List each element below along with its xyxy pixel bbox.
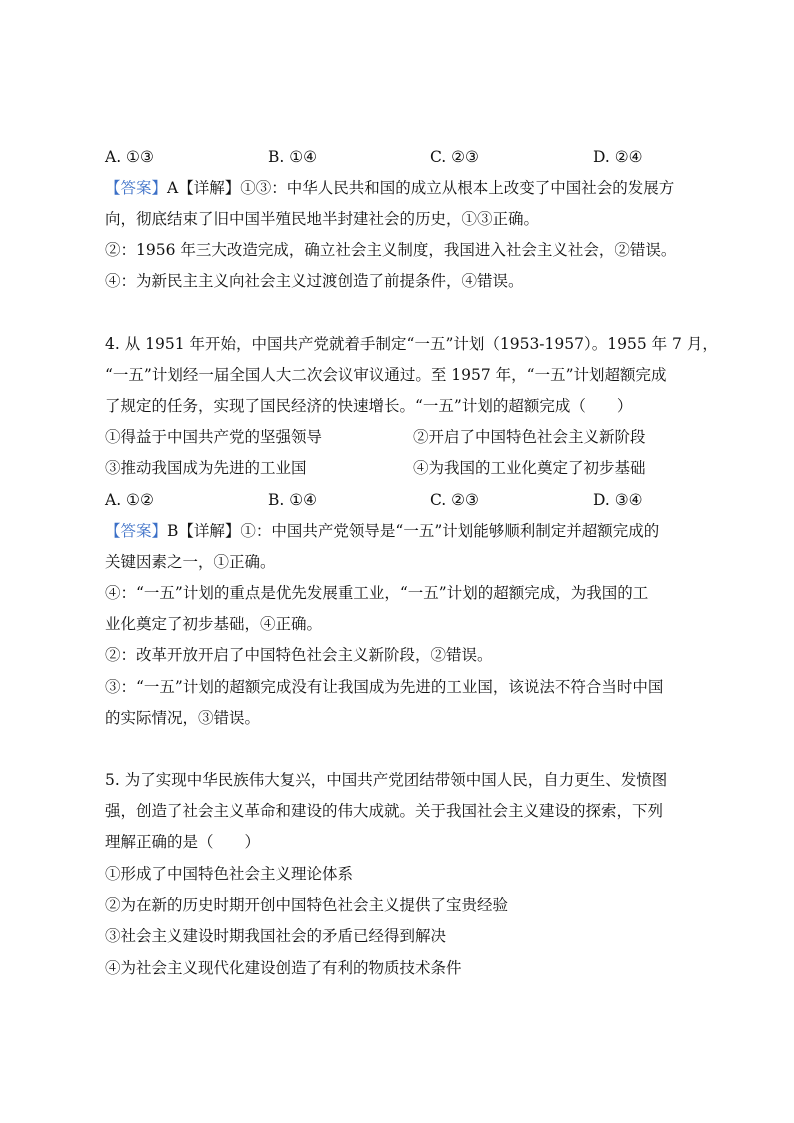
q4-analysis-line: 的实际情况，③错误。 (105, 709, 261, 727)
q4-statement-2: ②开启了中国特色社会主义新阶段 (413, 428, 646, 446)
q4-analysis-line: ④：“一五”计划的重点是优先发展重工业，“一五”计划的超额完成，为我国的工 (105, 584, 649, 602)
q5-stem-line: 强，创造了社会主义革命和建设的伟大成就。关于我国社会主义建设的探索，下列 (105, 802, 664, 820)
q3-analysis-line: ②：1956 年三大改造完成，确立社会主义制度，我国进入社会主义社会，②错误。 (105, 241, 677, 259)
q3-analysis-line: ④：为新民主主义向社会主义过渡创造了前提条件，④错误。 (105, 272, 524, 290)
q3-option-c: C. ②③ (430, 148, 479, 166)
q3-option-d: D. ②④ (593, 148, 643, 166)
q3-analysis-line: 向，彻底结束了旧中国半殖民地半封建社会的历史，①③正确。 (105, 210, 540, 228)
q4-stem-line: “一五”计划经一届全国人大二次会议审议通过。至 1957 年，“一五”计划超额完成 (105, 366, 667, 384)
q5-statement-3: ③社会主义建设时期我国社会的矛盾已经得到解决 (105, 927, 447, 945)
q3-option-b: B. ①④ (268, 148, 318, 166)
q3-answer-line (105, 178, 674, 198)
q4-statement-3: ③推动我国成为先进的工业国 (105, 459, 307, 477)
q4-analysis-line: 关键因素之一，①正确。 (105, 553, 276, 571)
q4-analysis-line: ②：改革开放开启了中国特色社会主义新阶段，②错误。 (105, 646, 493, 664)
q4-stem-line: 了规定的任务，实现了国民经济的快速增长。“一五”计划的超额完成（ ） (105, 397, 633, 415)
q5-statement-1: ①形成了中国特色社会主义理论体系 (105, 865, 354, 883)
q4-option-b: B. ①④ (268, 491, 318, 509)
q5-statement-4: ④为社会主义现代化建设创造了有利的物质技术条件 (105, 959, 462, 977)
q4-option-a: A. ①② (105, 491, 154, 509)
q3-option-a: A. ①③ (105, 148, 154, 166)
q4-answer-line (105, 521, 659, 541)
q4-analysis-line: 业化奠定了初步基础，④正确。 (105, 615, 323, 633)
q5-statement-2: ②为在新的历史时期开创中国特色社会主义提供了宝贵经验 (105, 896, 509, 914)
q4-stem-line: 4. 从 1951 年开始，中国共产党就着手制定“一五”计划（1953-1957）。1955 年 7 月， (105, 335, 718, 353)
q4-answer-text: B【详解】①：中国共产党领导是“一五”计划能够顺利制定并超额完成的 (167, 522, 660, 540)
q4-option-c: C. ②③ (430, 491, 479, 509)
q5-stem-line: 5. 为了实现中华民族伟大复兴，中国共产党团结带领中国人民，自力更生、发愤图 (105, 771, 668, 789)
answer-tag: 【答案】 (105, 179, 168, 197)
q3-answer-text: A【详解】①③：中华人民共和国的成立从根本上改变了中国社会的发展方 (167, 179, 675, 197)
q4-statement-1: ①得益于中国共产党的坚强领导 (105, 428, 323, 446)
q4-statement-4: ④为我国的工业化奠定了初步基础 (413, 459, 646, 477)
q4-analysis-line: ③：“一五”计划的超额完成没有让我国成为先进的工业国，该说法不符合当时中国 (105, 678, 664, 696)
q4-option-d: D. ③④ (593, 491, 643, 509)
answer-tag: 【答案】 (105, 522, 168, 540)
q5-stem-line: 理解正确的是（ ） (105, 833, 261, 851)
